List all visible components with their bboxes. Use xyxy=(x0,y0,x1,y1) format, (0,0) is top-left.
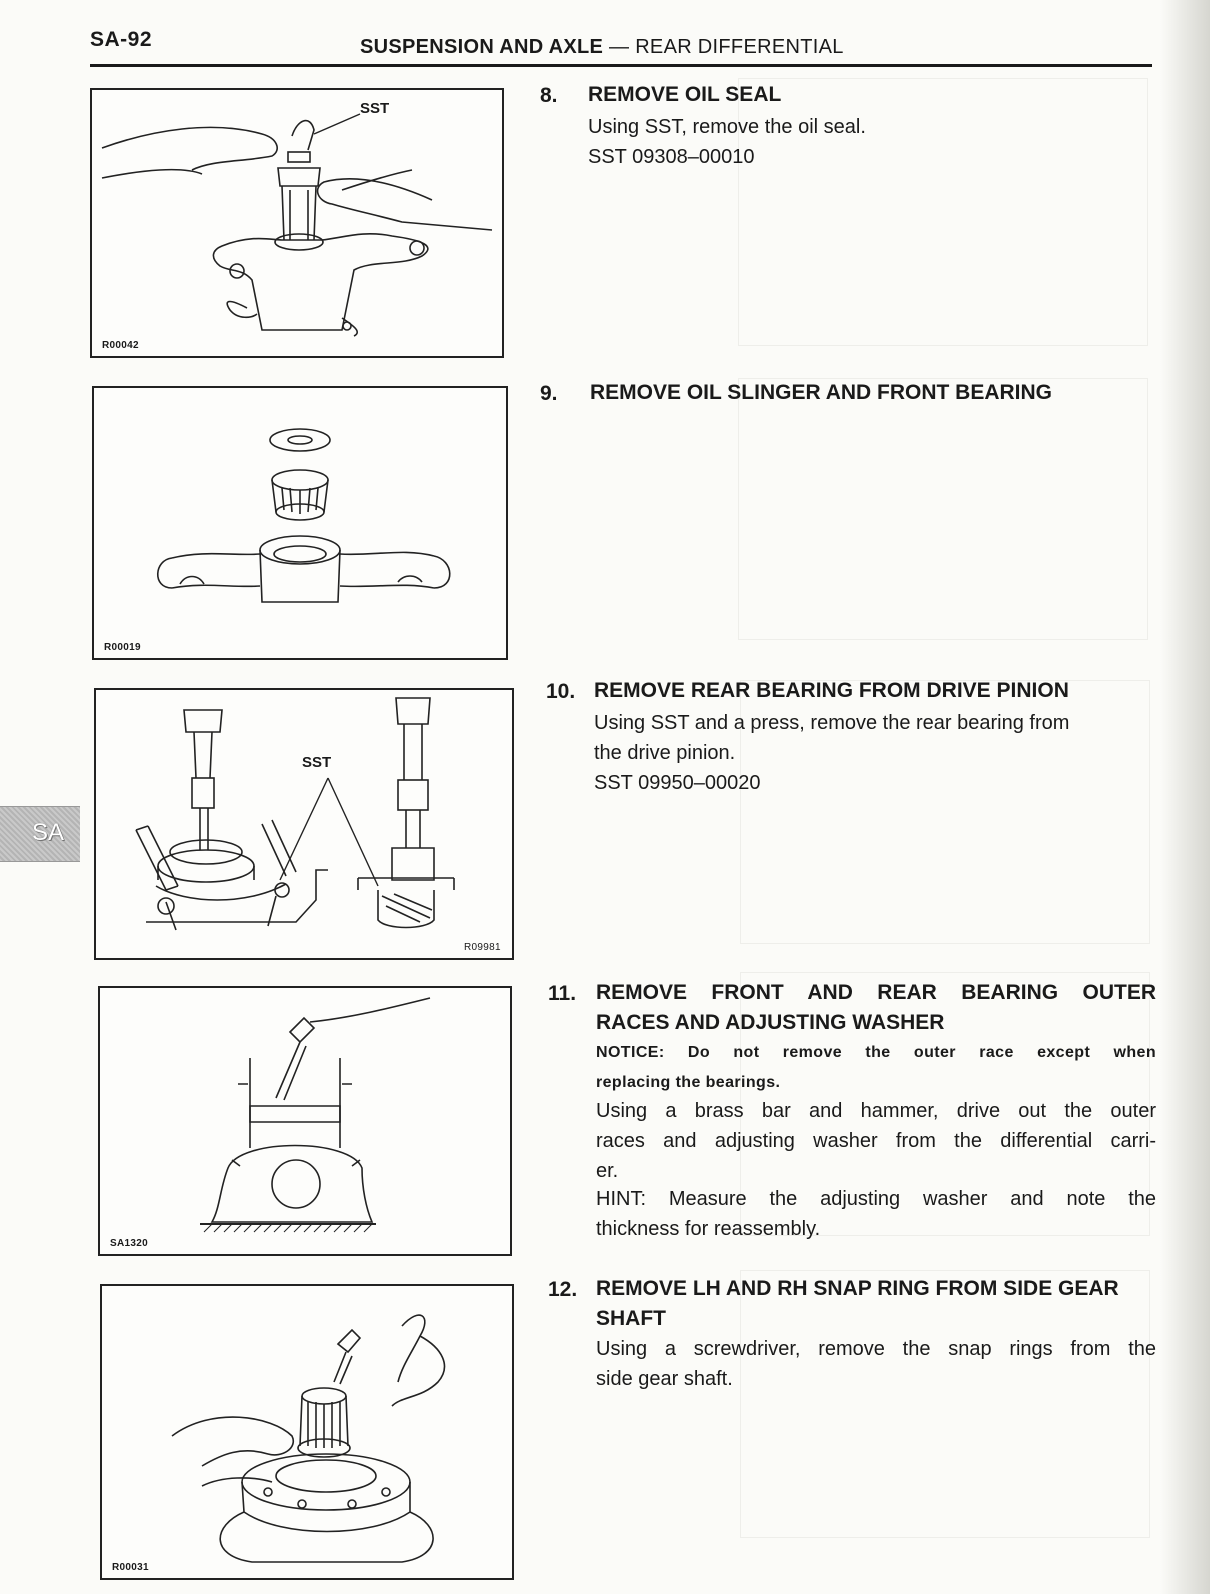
page-edge-shadow xyxy=(1160,0,1210,1594)
figure-oil-slinger-bearing xyxy=(92,386,508,660)
step-10-body-line: the drive pinion. xyxy=(594,742,736,764)
step-11-hint: HINT: Measure the adjusting washer and note the xyxy=(596,1188,1156,1210)
oil-slinger-bearing-illustration xyxy=(94,388,506,658)
figure-code: R09981 xyxy=(464,942,501,953)
page-number: SA-92 xyxy=(90,28,153,51)
figure-remove-oil-seal xyxy=(90,88,504,358)
oil-seal-illustration xyxy=(92,90,502,356)
header-separator: — xyxy=(609,36,630,58)
step-11-hint: thickness for reassembly. xyxy=(596,1218,821,1240)
figure-code: R00031 xyxy=(112,1562,149,1573)
step-11-notice: replacing the bearings. xyxy=(596,1074,781,1091)
figure-outer-races xyxy=(98,986,512,1256)
step-10-number: 10. xyxy=(546,680,576,703)
section-title: SUSPENSION AND AXLE xyxy=(360,36,604,58)
step-10-sst: SST 09950–00020 xyxy=(594,772,761,794)
header-rule xyxy=(90,64,1152,67)
outer-races-illustration xyxy=(100,988,510,1254)
subsection-title: REAR DIFFERENTIAL xyxy=(635,36,844,58)
step-11-notice: NOTICE: Do not remove the outer race except when xyxy=(596,1044,1156,1061)
step-11-title-line: RACES AND ADJUSTING WASHER xyxy=(596,1011,945,1034)
step-10-body-line: Using SST and a press, remove the rear bearing from xyxy=(594,712,1070,734)
step-11-body-line: races and adjusting washer from the differential carri- xyxy=(596,1130,1156,1152)
figure-code: SA1320 xyxy=(110,1238,148,1249)
bleed-through-panel xyxy=(740,1270,1150,1538)
side-tab-label: SA xyxy=(32,819,65,846)
figure-code: R00042 xyxy=(102,340,139,351)
sst-callout: SST xyxy=(360,100,390,117)
step-8-number: 8. xyxy=(540,84,558,107)
step-11-title-line: REMOVE FRONT AND REAR BEARING OUTER xyxy=(596,981,1156,1004)
step-12-title-line: SHAFT xyxy=(596,1307,666,1330)
step-12-number: 12. xyxy=(548,1278,578,1301)
rear-bearing-press-illustration xyxy=(96,690,512,958)
step-8-body-line: Using SST, remove the oil seal. xyxy=(588,116,866,138)
step-11-body-line: er. xyxy=(596,1160,619,1182)
figure-code: R00019 xyxy=(104,642,141,653)
step-8-sst: SST 09308–00010 xyxy=(588,146,755,168)
step-8-title: REMOVE OIL SEAL xyxy=(588,83,782,106)
sst-callout: SST xyxy=(302,754,332,771)
bleed-through-panel xyxy=(738,378,1148,640)
step-10-title: REMOVE REAR BEARING FROM DRIVE PINION xyxy=(594,679,1069,702)
step-11-body-line: Using a brass bar and hammer, drive out the outer xyxy=(596,1100,1156,1122)
figure-rear-bearing-pinion xyxy=(94,688,514,960)
section-side-tab xyxy=(0,806,80,862)
step-9-number: 9. xyxy=(540,382,558,405)
step-11-number: 11. xyxy=(548,982,577,1005)
page-header xyxy=(360,36,844,59)
snap-ring-illustration xyxy=(102,1286,512,1578)
step-12-title-line: REMOVE LH AND RH SNAP RING FROM SIDE GEAR xyxy=(596,1277,1119,1300)
step-9-title: REMOVE OIL SLINGER AND FRONT BEARING xyxy=(590,381,1053,404)
step-12-body-line: Using a screwdriver, remove the snap rings from the xyxy=(596,1338,1156,1360)
step-12-body-line: side gear shaft. xyxy=(596,1368,733,1390)
figure-snap-ring xyxy=(100,1284,514,1580)
